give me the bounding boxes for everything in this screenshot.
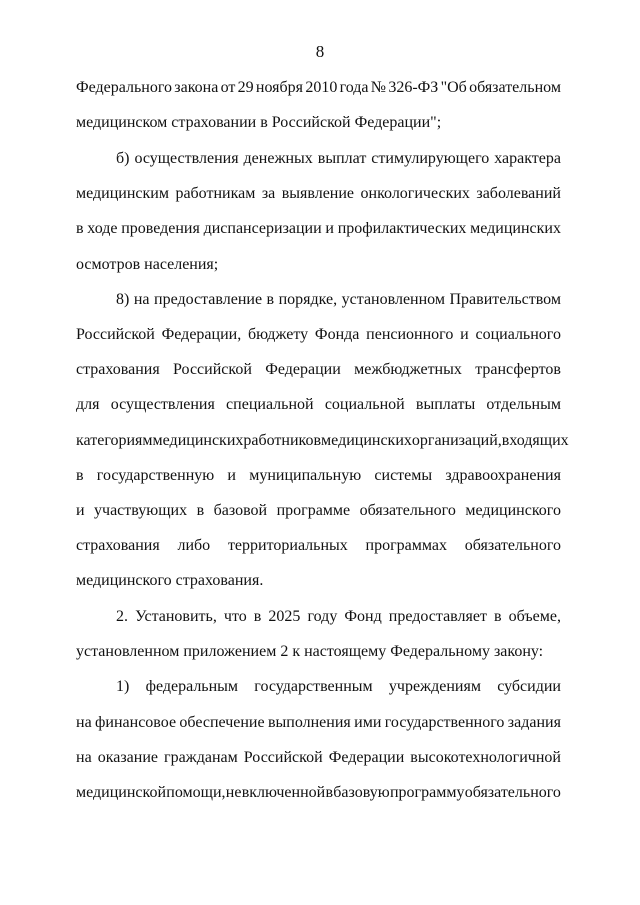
word: предоставляет: [388, 608, 487, 625]
text-line: [76, 78, 561, 98]
text-line: медицинского страхования.: [76, 572, 264, 589]
word: Установить,: [135, 608, 217, 625]
word: выплат: [317, 150, 367, 167]
word: оказание: [97, 749, 158, 766]
word: и: [76, 502, 85, 519]
word: обязательного: [359, 502, 456, 519]
word: Правительством: [449, 291, 561, 308]
word: в: [494, 608, 502, 625]
word: медицинским: [76, 185, 169, 202]
word: профилактических: [337, 220, 467, 237]
word: Федерального: [76, 79, 173, 96]
text-line: [76, 219, 561, 239]
word: работникам: [175, 185, 256, 202]
word: выплаты: [415, 396, 476, 413]
word: Федерации: [265, 361, 341, 378]
text-line: [76, 184, 561, 204]
word: в: [76, 467, 84, 484]
word: Фонд: [344, 608, 382, 625]
word: года: [339, 79, 369, 96]
word: Федерации: [328, 749, 405, 766]
word: не: [225, 784, 242, 801]
word: году: [307, 608, 338, 625]
word: гражданам: [164, 749, 238, 766]
text-line: установленном приложением 2 к настоящему Федеральному закону:: [76, 643, 544, 660]
word: территориальных: [227, 537, 348, 554]
word: проведения: [121, 220, 200, 237]
word: медицинских: [152, 432, 244, 449]
word: социальной: [324, 396, 405, 413]
text-line: [76, 536, 561, 556]
word: медицинской: [76, 784, 167, 801]
word: 29: [237, 79, 254, 96]
word: установленном: [341, 291, 445, 308]
text-line: [76, 713, 561, 733]
word: учреждениям: [388, 678, 481, 695]
word: ходе: [87, 220, 118, 237]
text-line: [76, 466, 561, 486]
word: предоставление: [154, 291, 263, 308]
word: входящих: [501, 432, 569, 449]
word: осуществления: [110, 396, 215, 413]
word: программе: [276, 502, 351, 519]
text-line: [76, 360, 561, 380]
text-line: медицинском страховании в Российской Федерации";: [76, 114, 442, 131]
word: страхования: [76, 361, 160, 378]
word: диспансеризации: [203, 220, 322, 237]
text-line: осмотров населения;: [76, 256, 219, 273]
text-line: [76, 783, 561, 803]
page-number: 8: [315, 42, 325, 61]
word: обязательном: [469, 79, 561, 96]
text-line: [76, 748, 561, 768]
word: государственным: [254, 678, 373, 695]
word: субсидии: [497, 678, 561, 695]
word: на: [133, 291, 150, 308]
word: государственного: [384, 714, 505, 731]
word: выявление: [281, 185, 355, 202]
word: закона: [174, 79, 219, 96]
word: программах: [365, 537, 448, 554]
word: здравоохранения: [445, 467, 561, 484]
word: №: [370, 79, 387, 96]
text-line: [116, 149, 561, 169]
word: объеме,: [508, 608, 561, 625]
word: обязательного: [464, 537, 561, 554]
word: онкологических: [360, 185, 470, 202]
word: задания: [507, 714, 561, 731]
word: от: [220, 79, 236, 96]
word: 2.: [116, 608, 128, 625]
word: в: [325, 784, 334, 801]
word: и: [325, 220, 334, 237]
word: б): [116, 150, 130, 167]
word: Российской: [173, 361, 252, 378]
text-line: [116, 290, 561, 310]
word: выполнения: [267, 714, 351, 731]
word: "Об: [440, 79, 467, 96]
word: высокотехнологичной: [410, 749, 561, 766]
text-line: [116, 607, 561, 627]
word: в: [253, 608, 262, 625]
word: и: [460, 326, 469, 343]
word: для: [76, 396, 100, 413]
word: Федерации,: [161, 326, 242, 343]
word: трансфертов: [475, 361, 561, 378]
word: межбюджетных: [354, 361, 462, 378]
word: что: [223, 608, 247, 625]
word: 326-ФЗ: [388, 79, 439, 96]
word: обязательного: [464, 784, 561, 801]
word: базовую: [333, 784, 390, 801]
word: либо: [177, 537, 211, 554]
text-line: [76, 431, 569, 451]
word: 8): [116, 291, 130, 308]
word: финансовое: [95, 714, 177, 731]
word: 2010: [305, 79, 338, 96]
text-line: [76, 325, 561, 345]
word: 2025: [268, 608, 301, 625]
word: Фонда: [314, 326, 360, 343]
word: муниципальную: [249, 467, 362, 484]
word: участвующих: [94, 502, 188, 519]
word: базовой: [213, 502, 268, 519]
word: Российской: [76, 326, 155, 343]
word: в: [266, 291, 275, 308]
word: заболеваний: [476, 185, 561, 202]
word: государственную: [96, 467, 215, 484]
word: медицинского: [465, 502, 561, 519]
text-line: [116, 677, 561, 697]
word: в: [76, 220, 84, 237]
word: специальной: [226, 396, 314, 413]
word: денежных: [243, 150, 313, 167]
text-line: [76, 395, 561, 415]
word: работников: [243, 432, 322, 449]
word: осуществления: [134, 150, 239, 167]
word: программу: [389, 784, 465, 801]
text-line: [76, 501, 561, 521]
word: отдельным: [486, 396, 561, 413]
word: Российской: [243, 749, 323, 766]
word: организаций,: [411, 432, 502, 449]
word: медицинских: [470, 220, 561, 237]
word: медицинских: [321, 432, 412, 449]
word: социального: [475, 326, 561, 343]
word: обеспечение: [179, 714, 265, 731]
word: пенсионного: [366, 326, 454, 343]
word: за: [261, 185, 276, 202]
word: порядке,: [278, 291, 338, 308]
word: системы: [374, 467, 433, 484]
word: и: [227, 467, 236, 484]
word: на: [76, 749, 92, 766]
word: стимулирующего: [371, 150, 490, 167]
word: страхования: [76, 537, 160, 554]
word: характера: [494, 150, 561, 167]
word: включенной: [241, 784, 326, 801]
word: категориям: [76, 432, 153, 449]
word: на: [76, 714, 92, 731]
word: в: [196, 502, 205, 519]
word: 1): [116, 678, 130, 695]
word: ноября: [255, 79, 304, 96]
word: федеральным: [145, 678, 239, 695]
word: помощи,: [166, 784, 226, 801]
word: бюджету: [247, 326, 309, 343]
word: ими: [354, 714, 382, 731]
